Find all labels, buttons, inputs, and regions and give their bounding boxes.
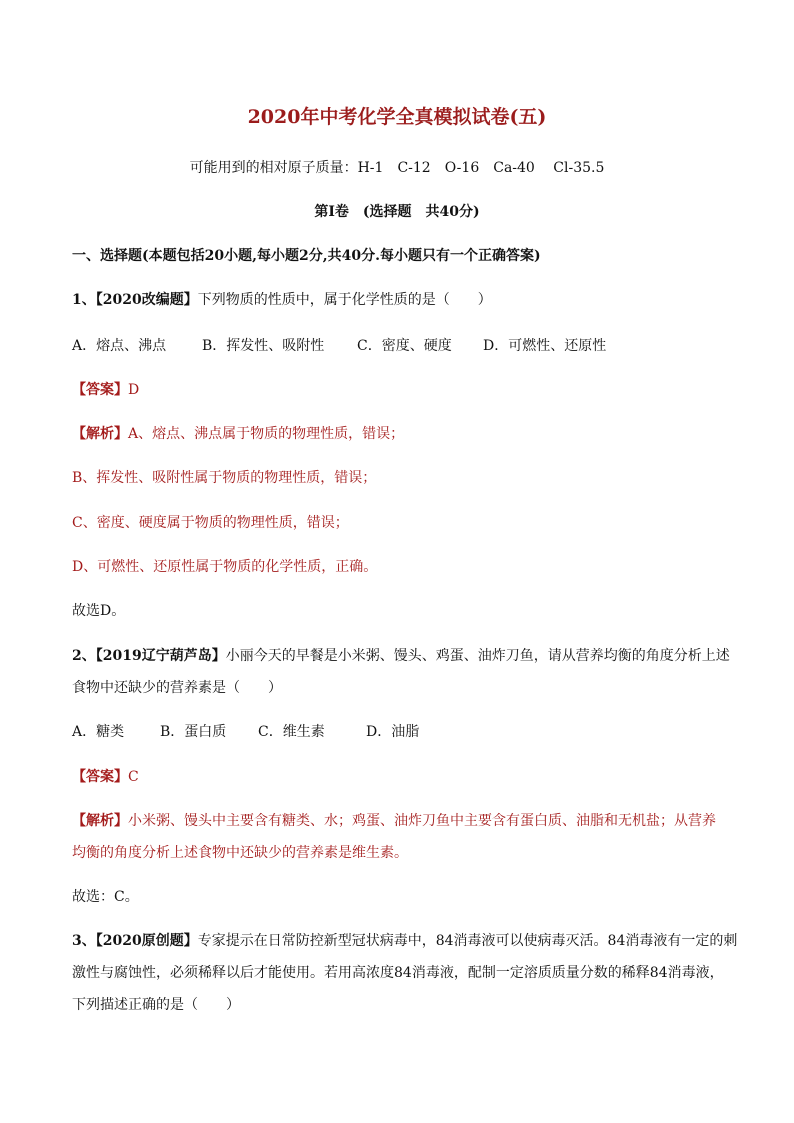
- analysis-line: 均衡的角度分析上述食物中还缺少的营养素是维生素。: [72, 845, 408, 861]
- question-2-answer: [72, 767, 139, 787]
- question-stem-line: 小丽今天的早餐是小米粥、馒头、鸡蛋、油炸刀鱼，请从营养均衡的角度分析上述: [225, 648, 730, 664]
- exam-title: 2020年中考化学全真模拟试卷(五): [247, 106, 547, 128]
- question-3-stem: [72, 931, 737, 951]
- question-1-stem: [72, 290, 492, 310]
- analysis-line: 小米粥、馒头中主要含有糖类、水；鸡蛋、油炸刀鱼中主要含有蛋白质、油脂和无机盐；从营养: [128, 813, 716, 829]
- analysis-label: 【解析】: [72, 813, 128, 829]
- question-number: 3、: [72, 933, 96, 949]
- question-2-stem: [72, 646, 730, 666]
- analysis-line: D、可燃性、还原性属于物质的化学性质，正确。: [72, 559, 378, 575]
- analysis-line: B、挥发性、吸附性属于物质的物理性质，错误；: [72, 470, 377, 486]
- part-heading: 第Ⅰ卷 (选择题 共40分): [314, 204, 480, 220]
- atomic-mass-line: 可能用到的相对原子质量：H-1 C-12 O-16 Ca-40 Cl-35.5: [189, 160, 605, 176]
- option-d: D．可燃性、还原性: [483, 338, 607, 354]
- question-stem-line: 下列物质的性质中，属于化学性质的是（ ）: [197, 292, 492, 308]
- question-stem-line: 下列描述正确的是（ ）: [72, 997, 240, 1013]
- question-1-conclusion: 故选D。: [72, 603, 126, 619]
- option-a: A．糖类: [72, 724, 125, 740]
- question-source: 【2019辽宁葫芦岛】: [95, 648, 226, 664]
- question-2-options: [72, 722, 419, 742]
- question-stem-line: 食物中还缺少的营养素是（ ）: [72, 680, 282, 696]
- answer-label: 【答案】: [72, 769, 128, 785]
- analysis-label: 【解析】: [72, 426, 128, 442]
- answer-value: D: [128, 382, 140, 398]
- question-2-conclusion: 故选：C。: [72, 889, 139, 905]
- option-a: A．熔点、沸点: [72, 338, 167, 354]
- analysis-line: A、熔点、沸点属于物质的物理性质，错误；: [128, 426, 405, 442]
- question-source: 【2020改编题】: [95, 292, 198, 308]
- section-heading: 一、选择题(本题包括20小题,每小题2分,共40分.每小题只有一个正确答案): [72, 248, 541, 264]
- option-b: B．挥发性、吸附性: [202, 338, 325, 354]
- answer-value: C: [128, 769, 139, 785]
- question-source: 【2020原创题】: [95, 933, 198, 949]
- option-b: B．蛋白质: [160, 724, 227, 740]
- question-number: 1、: [72, 292, 96, 308]
- answer-label: 【答案】: [72, 382, 128, 398]
- question-stem-line: 激性与腐蚀性，必须稀释以后才能使用。若用高浓度84消毒液，配制一定溶质质量分数的稀释84消毒液，: [72, 965, 724, 981]
- question-1-answer: [72, 380, 139, 400]
- option-c: C．维生素: [258, 724, 325, 740]
- option-c: C．密度、硬度: [357, 338, 452, 354]
- question-number: 2、: [72, 648, 96, 664]
- analysis-line: C、密度、硬度属于物质的物理性质，错误；: [72, 515, 349, 531]
- question-2-analysis: [72, 811, 716, 831]
- question-1-options: [72, 336, 606, 356]
- question-stem-line: 专家提示在日常防控新型冠状病毒中，84消毒液可以使病毒灭活。84消毒液有一定的刺: [197, 933, 738, 949]
- option-d: D．油脂: [366, 724, 420, 740]
- question-1-analysis: [72, 424, 404, 444]
